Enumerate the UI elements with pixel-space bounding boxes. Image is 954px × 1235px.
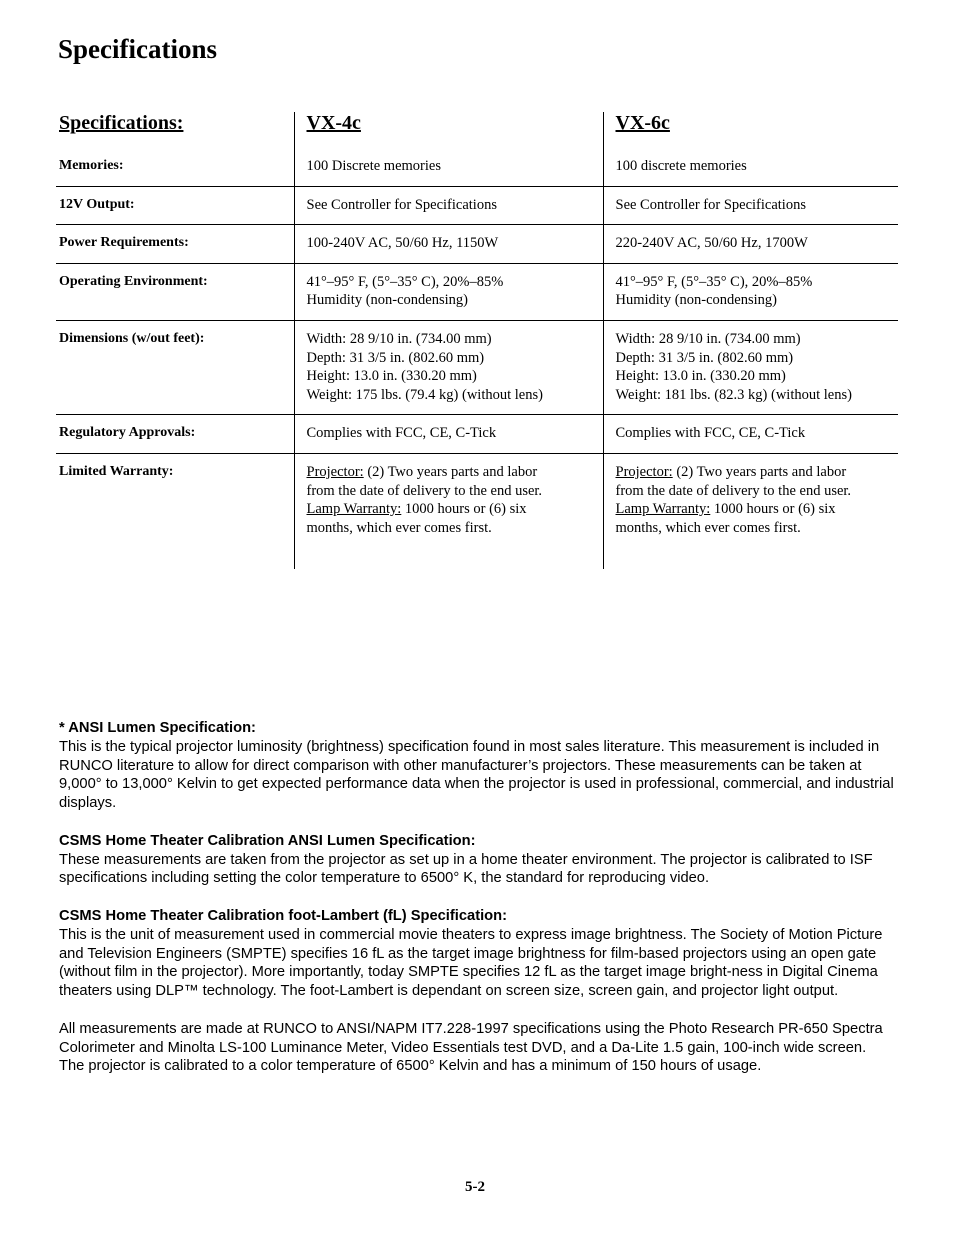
vx-4c-warranty: [294, 453, 603, 569]
specification-notes: [59, 719, 895, 1095]
note-section: [59, 907, 895, 1001]
value-line: Humidity (non-condensing): [615, 292, 777, 309]
value-line: Height: 13.0 in. (330.20 mm): [615, 368, 786, 385]
table-row: [56, 320, 898, 414]
lamp-warranty-text: 1000 hours or (6) six: [401, 501, 527, 518]
projector-warranty-label: Projector:: [615, 463, 673, 480]
vx-4c-value: [294, 415, 603, 454]
note-body: This is the unit of measurement used in commercial movie theaters to express image brightness. The Society of Motion Picture and Television Engineers (SMPTE) specifies 16 fL as the target image brightness for film-based projectors using an open gate (without film in the projector). More importantly, today SMPTE specifies 12 fL as the target image bright-ness in Digital Cinema theaters using DLP™ technology. The foot-Lambert is dependant on screen size, screen gain, and projector light output.: [59, 926, 883, 1000]
lamp-warranty-label: Lamp Warranty:: [615, 501, 711, 518]
note-heading: CSMS Home Theater Calibration ANSI Lumen Specification:: [59, 832, 476, 849]
note-body: These measurements are taken from the projector as set up in a home theater environment. The projector is calibrated to ISF specifications including setting the color temperature to 6500° K, the standard for reproducing video.: [59, 851, 873, 887]
value-line: 41°–95° F, (5°–35° C), 20%–85%: [306, 273, 504, 290]
row-label: Limited Warranty:: [59, 463, 174, 479]
value-line: Weight: 175 lbs. (79.4 kg) (without lens): [306, 386, 543, 403]
lamp-warranty-text-2: months, which ever comes first.: [615, 519, 801, 536]
value-line: Depth: 31 3/5 in. (802.60 mm): [306, 349, 485, 366]
table-row-limited-warranty: [56, 453, 898, 569]
page-number: 5-2: [465, 1179, 485, 1195]
projector-warranty-text-2: from the date of delivery to the end user.: [306, 482, 543, 499]
note-body: All measurements are made at RUNCO to ANSI/NAPM IT7.228-1997 specifications using the Photo Research PR-650 Spectra Colorimeter and Minolta LS-100 Luminance Meter, Video Essentials test DVD, and a Da-Lite 1.5 gain, 100-inch wide screen. The projector is calibrated to a color temperature of 6500° Kelvin and has a minimum of 150 hours of usage.: [59, 1020, 883, 1075]
value-line: Width: 28 9/10 in. (734.00 mm): [306, 330, 492, 347]
value-line: Humidity (non-condensing): [306, 292, 468, 309]
value-line: Complies with FCC, CE, C-Tick: [306, 425, 497, 442]
table-row: [56, 225, 898, 264]
value-line: 220-240V AC, 50/60 Hz, 1700W: [615, 235, 808, 252]
vx-6c-value: [603, 263, 898, 320]
value-line: 100 Discrete memories: [306, 158, 441, 174]
vx-4c-value: [294, 320, 603, 414]
vx-4c-value: [294, 263, 603, 320]
vx-6c-value: [603, 225, 898, 264]
lamp-warranty-label: Lamp Warranty:: [306, 501, 402, 518]
value-line: 100-240V AC, 50/60 Hz, 1150W: [306, 235, 499, 252]
lamp-warranty-text: 1000 hours or (6) six: [710, 501, 836, 518]
vx-6c-value: [603, 415, 898, 454]
specifications-header: Specifications:: [59, 112, 184, 134]
row-label: Operating Environment:: [56, 263, 294, 320]
table-row: [56, 186, 898, 225]
value-line: See Controller for Specifications: [306, 196, 497, 213]
table-row: [56, 263, 898, 320]
note-heading: CSMS Home Theater Calibration foot-Lambert (fL) Specification:: [59, 907, 507, 924]
note-section: [59, 1020, 895, 1076]
table-header-row: [56, 112, 898, 154]
value-line: Weight: 181 lbs. (82.3 kg) (without lens): [615, 386, 852, 403]
vx-4c-value: [294, 154, 603, 186]
value-line: Complies with FCC, CE, C-Tick: [615, 425, 806, 442]
vx-4c-value: [294, 225, 603, 264]
row-label: Memories:: [56, 154, 294, 186]
vx-6c-header: VX-6c: [603, 112, 898, 154]
value-line: Height: 13.0 in. (330.20 mm): [306, 368, 477, 385]
page-title: Specifications: [58, 34, 217, 64]
note-heading: * ANSI Lumen Specification:: [59, 720, 256, 736]
row-label: 12V Output:: [56, 186, 294, 225]
projector-warranty-text: (2) Two years parts and labor: [363, 463, 538, 480]
vx-4c-header: VX-4c: [294, 112, 603, 154]
value-line: See Controller for Specifications: [615, 196, 806, 213]
value-line: Width: 28 9/10 in. (734.00 mm): [615, 330, 801, 347]
table-row: [56, 415, 898, 454]
value-line: 100 discrete memories: [615, 158, 747, 174]
value-line: 41°–95° F, (5°–35° C), 20%–85%: [615, 273, 813, 290]
projector-warranty-text: (2) Two years parts and labor: [672, 463, 847, 480]
vx-6c-value: [603, 320, 898, 414]
vx-6c-value: [603, 186, 898, 225]
table-row: [56, 154, 898, 186]
lamp-warranty-text-2: months, which ever comes first.: [306, 519, 492, 536]
value-line: Depth: 31 3/5 in. (802.60 mm): [615, 349, 794, 366]
projector-warranty-label: Projector:: [306, 463, 364, 480]
note-section: [59, 719, 895, 813]
projector-warranty-text-2: from the date of delivery to the end user.: [615, 482, 852, 499]
note-body: This is the typical projector luminosity (brightness) specification found in most sales literature. This measurement is included in RUNCO literature to allow for direct comparison with other manufacturer’s projectors. These measurements can be taken at 9,000° to 13,000° Kelvin to get expected performance data when the projector is used in professional, commercial, and industrial displays.: [59, 738, 894, 812]
row-label: Power Requirements:: [56, 225, 294, 264]
vx-6c-value: [603, 154, 898, 186]
vx-6c-warranty: [603, 453, 898, 569]
row-label: Regulatory Approvals:: [56, 415, 294, 454]
specifications-table: [56, 112, 898, 569]
note-section: [59, 832, 895, 888]
row-label: Dimensions (w/out feet):: [56, 320, 294, 414]
vx-4c-value: [294, 186, 603, 225]
